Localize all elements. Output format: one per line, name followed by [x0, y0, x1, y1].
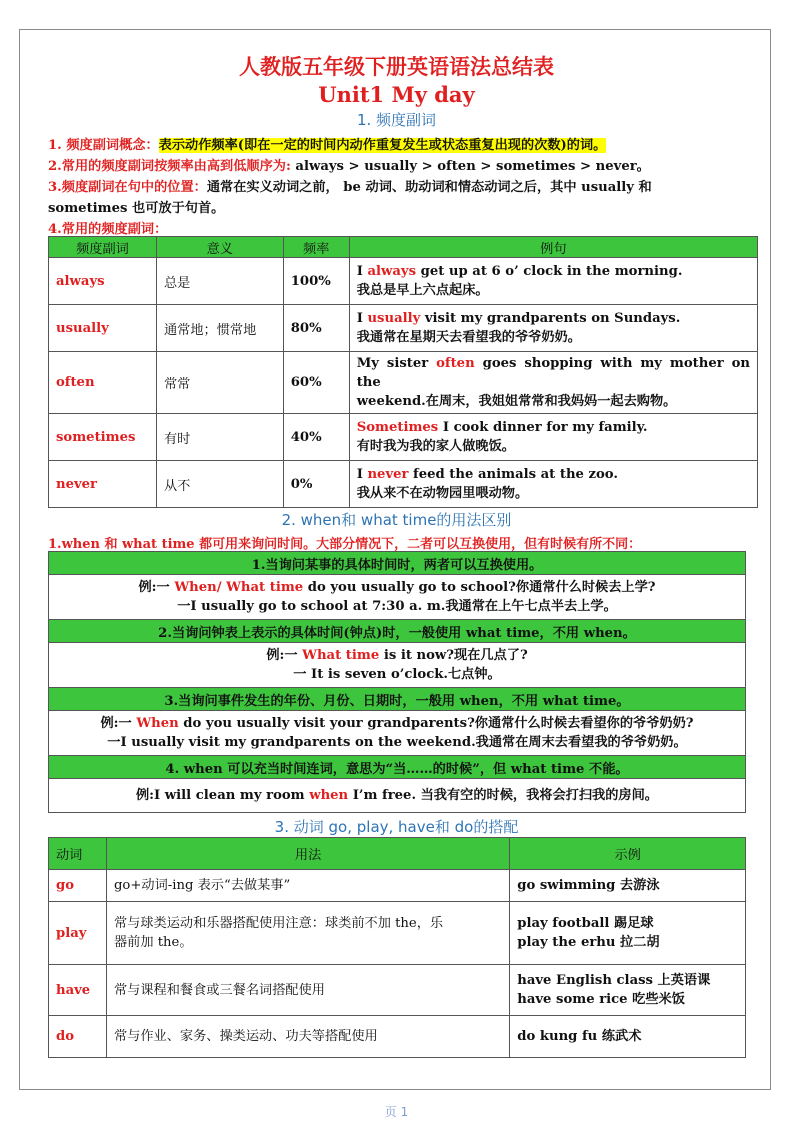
frequency-cell: 60% [283, 352, 349, 414]
verb-collocation-table [48, 837, 746, 1058]
sample-cell [510, 902, 746, 965]
rule-example-row [49, 643, 746, 688]
header-usage: 用法 [106, 838, 509, 870]
example-keyword: never [367, 467, 409, 482]
order-line [48, 155, 758, 174]
example-en [357, 309, 750, 328]
rule-example-a: 一I usually visit my grandparents on the weekend.我通常在周末去看望我的爷爷奶奶。 [107, 735, 687, 750]
example-cn: 有时我为我的家人做晚饭。 [356, 439, 515, 454]
sample-line: have some rice 吃些米饭 [517, 992, 685, 1007]
rule-example-q [56, 714, 738, 733]
sample-cell [510, 1016, 746, 1058]
definition-label: 1. 频度副词概念： [48, 138, 159, 153]
example-keyword: often [436, 356, 475, 371]
verb-row [49, 965, 746, 1016]
rule-example-keyword: When/ What time [174, 580, 304, 595]
rule-example-pre: 例:I will clean my room [135, 788, 310, 803]
usage-line: 常与球类运动和乐器搭配使用注意：球类前不加 the，乐 [113, 916, 444, 931]
section-2-title: 2. when和 what time的用法区别 [281, 511, 512, 529]
frequency-table [48, 236, 758, 508]
rule-heading: 1.当询问某事的具体时间时，两者可以互换使用。 [49, 552, 746, 575]
rule-example-post: do you usually go to school?你通常什么时候去上学? [303, 580, 656, 595]
example-en [357, 262, 750, 281]
frequency-row [49, 461, 758, 508]
header-frequency: 频率 [283, 237, 349, 258]
example-pre: I [356, 311, 368, 326]
example-pre: My sister [356, 356, 437, 371]
section-1-title: 1. 频度副词 [356, 111, 437, 129]
usage-line: go+动词-ing 表示“去做某事” [113, 878, 291, 893]
when-intro: 1.when 和 what time 都可用来询问时间。大部分情况下，二者可以互换使用，但有时候有所不同： [48, 537, 642, 552]
usage-cell [106, 1016, 509, 1058]
example-pre: I [356, 264, 368, 279]
rule-example-pre: 例:一 [100, 716, 137, 731]
usage-line: 常与作业、家务、操类运动、功夫等搭配使用 [113, 1029, 378, 1044]
position-text: 通常在实义动词之前， be 动词、助动词和情态动词之后，其中 usually 和 [206, 180, 652, 195]
header-sample: 示例 [510, 838, 746, 870]
frequency-table-header [49, 237, 758, 258]
adverb-cell: often [49, 352, 157, 414]
rule-example [49, 711, 746, 756]
example-post: visit my grandparents on Sundays. [420, 311, 681, 326]
rule-heading: 2.当询问钟表上表示的具体时间(钟点)时，一般使用 what time，不用 when。 [49, 620, 746, 643]
frequency-cell: 40% [283, 414, 349, 461]
rule-heading-row [49, 552, 746, 575]
rule-heading-row [49, 688, 746, 711]
header-verb: 动词 [49, 838, 107, 870]
rule-example-keyword: What time [302, 648, 380, 663]
example-cn: 我总是早上六点起床。 [356, 283, 489, 298]
example-cn: 我通常在星期天去看望我的爷爷奶奶。 [356, 330, 581, 345]
order-text: always > usually > often > sometimes > never。 [290, 159, 650, 174]
page-subtitle: Unit1 My day [318, 82, 475, 107]
rule-example [49, 779, 746, 813]
definition-text: 表示动作频率(即在一定的时间内动作重复发生或状态重复出现的次数)的词。 [158, 138, 607, 153]
rule-example-post: I’m free. 当我有空的时候，我将会打扫我的房间。 [348, 788, 658, 803]
verb-row [49, 902, 746, 965]
example-post: get up at 6 o’ clock in the morning. [416, 264, 683, 279]
example-en [357, 465, 750, 484]
example-keyword: usually [367, 311, 421, 326]
sample-line: play the erhu 拉二胡 [517, 935, 660, 950]
usage-cell [106, 902, 509, 965]
order-label: 2.常用的频度副词按频率由高到低顺序为: [48, 159, 291, 174]
frequency-row [49, 258, 758, 305]
frequency-row [49, 352, 758, 414]
example-cell [349, 258, 757, 305]
adverb-cell: never [49, 461, 157, 508]
example-cell [349, 461, 757, 508]
rule-heading: 4. when 可以充当时间连词，意思为“当……的时候”，但 what time 不能。 [49, 756, 746, 779]
rule-example-keyword: When [136, 716, 179, 731]
position-label: 3.频度副词在句中的位置： [48, 180, 207, 195]
when-what-time-table [48, 551, 746, 813]
definition-line [48, 134, 758, 153]
rule-example-q [56, 646, 738, 665]
meaning-cell: 常常 [156, 352, 283, 414]
example-cn: 我从来不在动物园里喂动物。 [356, 486, 529, 501]
header-meaning: 意义 [156, 237, 283, 258]
meaning-cell: 有时 [156, 414, 283, 461]
sample-cell [510, 965, 746, 1016]
rule-example-keyword: when [309, 788, 349, 803]
verb-row [49, 1016, 746, 1058]
header-example: 例句 [349, 237, 757, 258]
sample-cell [510, 870, 746, 902]
rule-example-row [49, 575, 746, 620]
usage-cell [106, 965, 509, 1016]
frequency-cell: 100% [283, 258, 349, 305]
adverb-cell: usually [49, 305, 157, 352]
frequency-row [49, 305, 758, 352]
usage-cell [106, 870, 509, 902]
rule-example-row [49, 779, 746, 813]
rule-example-post: is it now?现在几点了? [379, 648, 528, 663]
frequency-cell: 80% [283, 305, 349, 352]
meaning-cell: 通常地；惯常地 [156, 305, 283, 352]
rule-example-a: 一I usually go to school at 7:30 a. m.我通常在上午七点半去上学。 [177, 599, 617, 614]
verb-cell: do [49, 1016, 107, 1058]
meaning-cell: 总是 [156, 258, 283, 305]
rule-heading-row [49, 620, 746, 643]
position-line-2: sometimes 也可放于句首。 [48, 201, 225, 216]
example-cell [349, 352, 757, 414]
header-adverb: 频度副词 [49, 237, 157, 258]
example-keyword: Sometimes [356, 420, 439, 435]
section-3-title: 3. 动词 go, play, have和 do的搭配 [274, 818, 519, 836]
position-line [48, 176, 758, 195]
rule-example-pre: 例:一 [266, 648, 303, 663]
adverb-cell: sometimes [49, 414, 157, 461]
example-post: I cook dinner for my family. [438, 420, 648, 435]
common-adverbs-label: 4.常用的频度副词： [48, 222, 168, 237]
rule-example-row [49, 711, 746, 756]
frequency-row [49, 414, 758, 461]
verb-cell: play [49, 902, 107, 965]
verb-row [49, 870, 746, 902]
example-cell [349, 414, 757, 461]
example-post: feed the animals at the zoo. [408, 467, 618, 482]
example-cn: weekend.在周末，我姐姐常常和我妈妈一起去购物。 [356, 394, 677, 409]
meaning-cell: 从不 [156, 461, 283, 508]
rule-heading-row [49, 756, 746, 779]
example-post: goes shopping with my mother on the [356, 356, 750, 390]
example-pre: I [356, 467, 368, 482]
rule-example-q [56, 578, 738, 597]
example-cell [349, 305, 757, 352]
rule-example-q [56, 786, 738, 805]
example-keyword: always [367, 264, 417, 279]
example-en [357, 418, 750, 437]
verb-cell: go [49, 870, 107, 902]
page-title: 人教版五年级下册英语语法总结表 [239, 54, 554, 79]
usage-line: 器前加 the。 [113, 935, 193, 950]
verb-table-header [49, 838, 746, 870]
frequency-cell: 0% [283, 461, 349, 508]
rule-example-a: 一 It is seven o’clock.七点钟。 [293, 667, 501, 682]
sample-line: play football 踢足球 [517, 916, 654, 931]
sample-line: do kung fu 练武术 [517, 1029, 642, 1044]
rule-example-pre: 例:一 [138, 580, 175, 595]
sample-line: have English class 上英语课 [517, 973, 711, 988]
rule-example [49, 643, 746, 688]
example-en [357, 354, 750, 392]
sample-line: go swimming 去游泳 [517, 878, 660, 893]
rule-example [49, 575, 746, 620]
adverb-cell: always [49, 258, 157, 305]
page-number: 页 1 [384, 1105, 409, 1119]
rule-example-post: do you usually visit your grandparents?你通常什么时候去看望你的爷爷奶奶? [178, 716, 694, 731]
rule-heading: 3.当询问事件发生的年份、月份、日期时，一般用 when，不用 what time。 [49, 688, 746, 711]
verb-cell: have [49, 965, 107, 1016]
usage-line: 常与课程和餐食或三餐名词搭配使用 [113, 982, 325, 998]
